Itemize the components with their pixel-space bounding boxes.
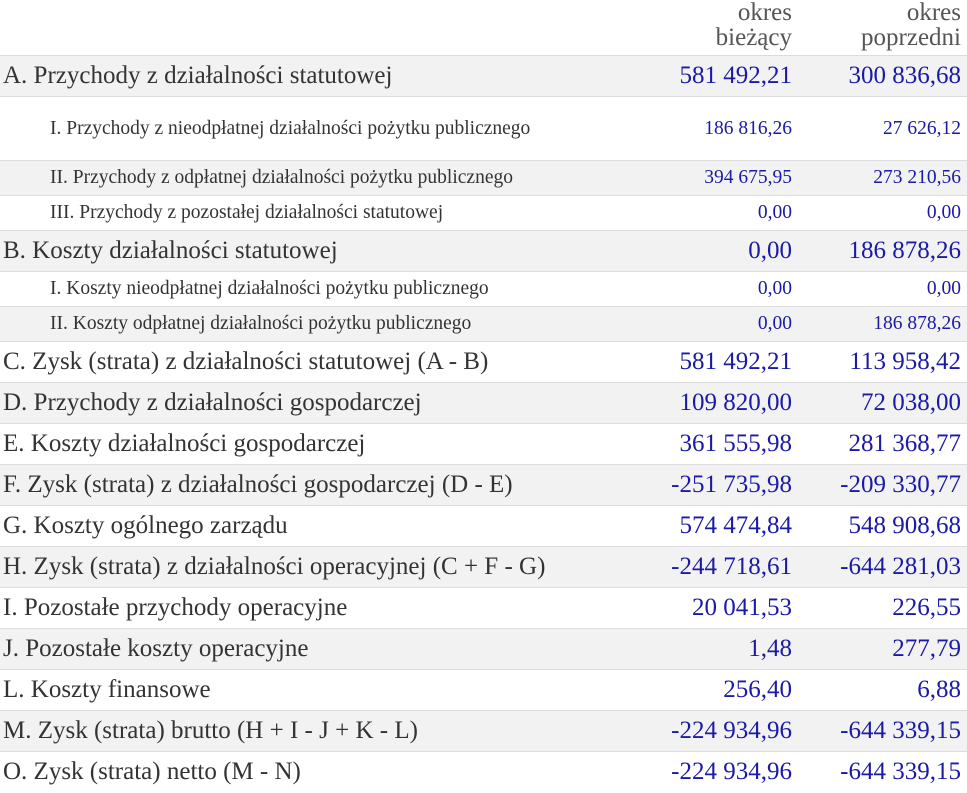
row-label: C. Zysk (strata) z działalności statutowej (A - B) xyxy=(0,342,637,383)
row-label: I. Koszty nieodpłatnej działalności pożytku publicznego xyxy=(0,272,637,307)
row-current-value: 0,00 xyxy=(637,231,802,272)
table-row xyxy=(0,629,967,670)
row-previous-value: 6,88 xyxy=(802,670,967,711)
row-label: H. Zysk (strata) z działalności operacyjnej (C + F - G) xyxy=(0,547,637,588)
row-previous-value: 277,79 xyxy=(802,629,967,670)
table-row xyxy=(0,465,967,506)
row-label: I. Pozostałe przychody operacyjne xyxy=(0,588,637,629)
row-current-value: 0,00 xyxy=(637,307,802,342)
table-row xyxy=(0,588,967,629)
row-previous-value: -644 281,03 xyxy=(802,547,967,588)
table-row xyxy=(0,383,967,424)
header-previous-line2: poprzedni xyxy=(861,24,961,51)
table-row xyxy=(0,307,967,342)
row-current-value: 0,00 xyxy=(637,196,802,231)
row-previous-value: 0,00 xyxy=(802,196,967,231)
row-previous-value: 281 368,77 xyxy=(802,424,967,465)
table-row xyxy=(0,506,967,547)
table-row xyxy=(0,272,967,307)
row-previous-value: 226,55 xyxy=(802,588,967,629)
row-previous-value: -209 330,77 xyxy=(802,465,967,506)
row-label: L. Koszty finansowe xyxy=(0,670,637,711)
row-current-value: 574 474,84 xyxy=(637,506,802,547)
header-current-line1: okres xyxy=(737,0,792,26)
row-current-value: 581 492,21 xyxy=(637,56,802,97)
row-label: G. Koszty ogólnego zarządu xyxy=(0,506,637,547)
row-current-value: 256,40 xyxy=(637,670,802,711)
row-label: E. Koszty działalności gospodarczej xyxy=(0,424,637,465)
table-row xyxy=(0,196,967,231)
row-current-value: 0,00 xyxy=(637,272,802,307)
row-current-value: -251 735,98 xyxy=(637,465,802,506)
header-current-period xyxy=(637,0,802,56)
row-current-value: -224 934,96 xyxy=(637,752,802,793)
table-row xyxy=(0,424,967,465)
row-label: II. Przychody z odpłatnej działalności pożytku publicznego xyxy=(0,161,637,196)
table-row xyxy=(0,711,967,752)
table-header-row xyxy=(0,0,967,56)
row-label: J. Pozostałe koszty operacyjne xyxy=(0,629,637,670)
table-row xyxy=(0,161,967,196)
header-previous-line1: okres xyxy=(906,0,961,26)
row-previous-value: 186 878,26 xyxy=(802,231,967,272)
row-previous-value: 273 210,56 xyxy=(802,161,967,196)
row-previous-value: 548 908,68 xyxy=(802,506,967,547)
table-row xyxy=(0,97,967,161)
row-current-value: 186 816,26 xyxy=(637,97,802,161)
header-label-column xyxy=(0,0,637,56)
row-current-value: 109 820,00 xyxy=(637,383,802,424)
row-label: F. Zysk (strata) z działalności gospodarczej (D - E) xyxy=(0,465,637,506)
row-current-value: 1,48 xyxy=(637,629,802,670)
row-previous-value: 300 836,68 xyxy=(802,56,967,97)
row-current-value: 20 041,53 xyxy=(637,588,802,629)
row-label: B. Koszty działalności statutowej xyxy=(0,231,637,272)
row-current-value: -224 934,96 xyxy=(637,711,802,752)
row-previous-value: 186 878,26 xyxy=(802,307,967,342)
row-previous-value: -644 339,15 xyxy=(802,711,967,752)
table-row xyxy=(0,56,967,97)
table-row xyxy=(0,670,967,711)
row-previous-value: 27 626,12 xyxy=(802,97,967,161)
row-label: M. Zysk (strata) brutto (H + I - J + K - L) xyxy=(0,711,637,752)
row-label: A. Przychody z działalności statutowej xyxy=(0,56,637,97)
row-previous-value: 0,00 xyxy=(802,272,967,307)
row-previous-value: -644 339,15 xyxy=(802,752,967,793)
row-label: O. Zysk (strata) netto (M - N) xyxy=(0,752,637,793)
row-previous-value: 72 038,00 xyxy=(802,383,967,424)
table-row xyxy=(0,752,967,793)
table-row xyxy=(0,547,967,588)
row-previous-value: 113 958,42 xyxy=(802,342,967,383)
row-current-value: 394 675,95 xyxy=(637,161,802,196)
row-current-value: -244 718,61 xyxy=(637,547,802,588)
table-row xyxy=(0,231,967,272)
header-current-line2: bieżący xyxy=(715,24,792,51)
row-label: D. Przychody z działalności gospodarczej xyxy=(0,383,637,424)
row-current-value: 581 492,21 xyxy=(637,342,802,383)
table-row xyxy=(0,342,967,383)
row-label: II. Koszty odpłatnej działalności pożytku publicznego xyxy=(0,307,637,342)
row-current-value: 361 555,98 xyxy=(637,424,802,465)
row-label: III. Przychody z pozostałej działalności statutowej xyxy=(0,196,637,231)
row-label: I. Przychody z nieodpłatnej działalności pożytku publicznego xyxy=(0,97,637,161)
header-previous-period xyxy=(802,0,967,56)
